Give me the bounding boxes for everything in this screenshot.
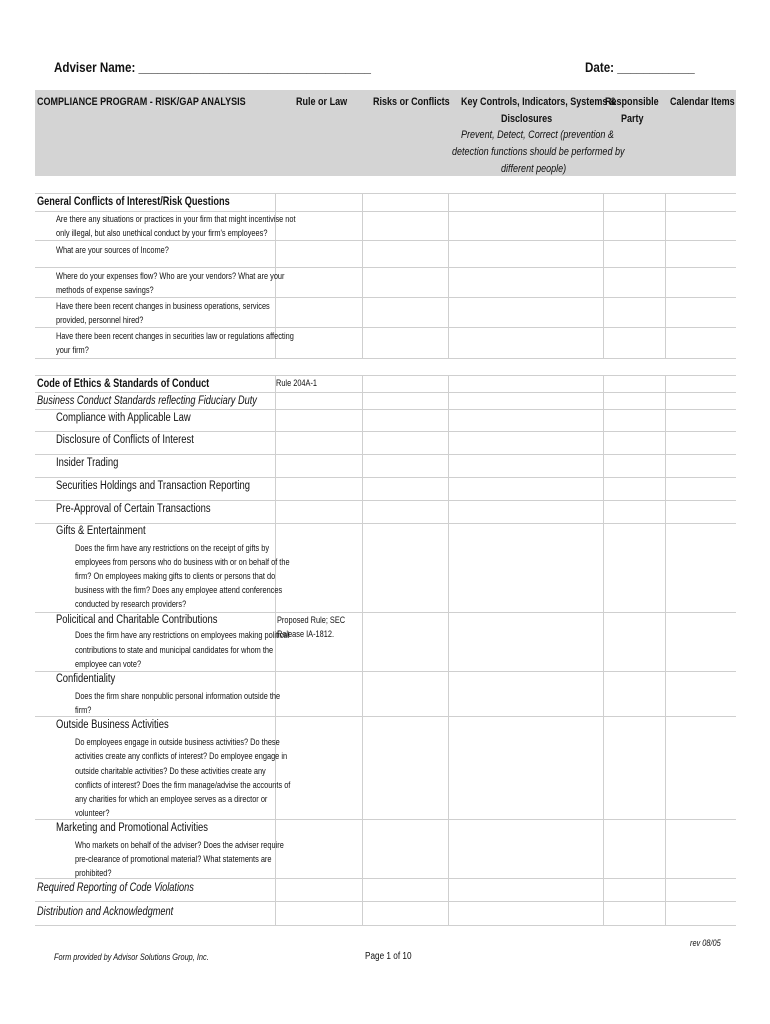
table-row: Insider Trading — [35, 455, 736, 478]
table-row: Have there been recent changes in securities law or regulations affecting your firm? — [35, 328, 736, 359]
date-label: Date: ____________ — [585, 60, 695, 75]
section-general-conflicts — [35, 194, 736, 212]
column-header-responsible: Responsible Party — [605, 96, 659, 125]
column-header-rule: Rule or Law — [296, 96, 348, 108]
adviser-name-label: Adviser Name: ____________________________________ — [54, 60, 371, 75]
table-row-confidentiality: Confidentiality Does the firm share nonpublic personal information outside the firm? — [35, 672, 736, 717]
table-row: Required Reporting of Code Violations — [35, 879, 736, 902]
table-row — [35, 393, 736, 410]
table-header — [35, 90, 736, 176]
table-row: Have there been recent changes in business operations, services provided, personnel hired? — [35, 298, 736, 328]
column-header-risks: Risks or Conflicts — [373, 96, 450, 108]
table-row-political: Policitical and Charitable Contributions Does the firm have any restrictions on employees making political contributions to state and municipal candidates for whom the employee can vote? Proposed Rule; SEC Release IA-1812. — [35, 613, 736, 672]
table-row: Pre-Approval of Certain Transactions — [35, 501, 736, 524]
section-title: Code of Ethics & Standards of Conduct — [37, 378, 210, 390]
section-code-of-ethics — [35, 376, 736, 393]
page-number: Page 1 of 10 — [365, 951, 412, 962]
section-title: General Conflicts of Interest/Risk Questions — [37, 196, 230, 208]
table-row: What are your sources of Income? — [35, 241, 736, 268]
table-row-gifts: Gifts & Entertainment Does the firm have any restrictions on the receipt of gifts by employees from persons who do business with or on behalf of the firm? On employees making gifts to clients or persons that do business with the firm? Does any employee attend conferences conducted by research providers? — [35, 524, 736, 613]
table-row-marketing: Marketing and Promotional Activities Who markets on behalf of the adviser? Does the adviser require pre-clearance of promotional material? What statements are prohibited? — [35, 820, 736, 879]
column-header-program: COMPLIANCE PROGRAM - RISK/GAP ANALYSIS — [37, 96, 246, 108]
column-header-controls: Key Controls, Indicators, Systems & Disclosures Prevent, Detect, Correct (prevention & detection functions should be performed by different people) — [452, 96, 625, 175]
subsection-title: Business Conduct Standards reflecting Fiduciary Duty — [37, 395, 257, 407]
table-row: Securities Holdings and Transaction Reporting — [35, 478, 736, 501]
table-row-outside-business: Outside Business Activities Do employees engage in outside business activities? Do these activities create any conflicts of interest? Do employee engage in outside charitable activities? Do these activities create any conflicts of interest? Does the firm manage/advise the accounts of any charities for which an employee serves as a director or volunteer? — [35, 717, 736, 820]
table-row: Where do your expenses flow? Who are your vendors? What are your methods of expense savings? — [35, 268, 736, 298]
table-row: Disclosure of Conflicts of Interest — [35, 432, 736, 455]
rule-reference: Rule 204A-1 — [276, 378, 318, 388]
table-row: Are there any situations or practices in your firm that might incentivise not only illegal, but also unethical conduct by your firm's employees? — [35, 212, 736, 241]
revision-label: rev 08/05 — [690, 938, 721, 948]
column-header-calendar: Calendar Items — [670, 96, 735, 108]
table-row: Distribution and Acknowledgment — [35, 902, 736, 926]
table-row: Compliance with Applicable Law — [35, 410, 736, 432]
provider-label: Form provided by Advisor Solutions Group, Inc. — [54, 952, 209, 962]
